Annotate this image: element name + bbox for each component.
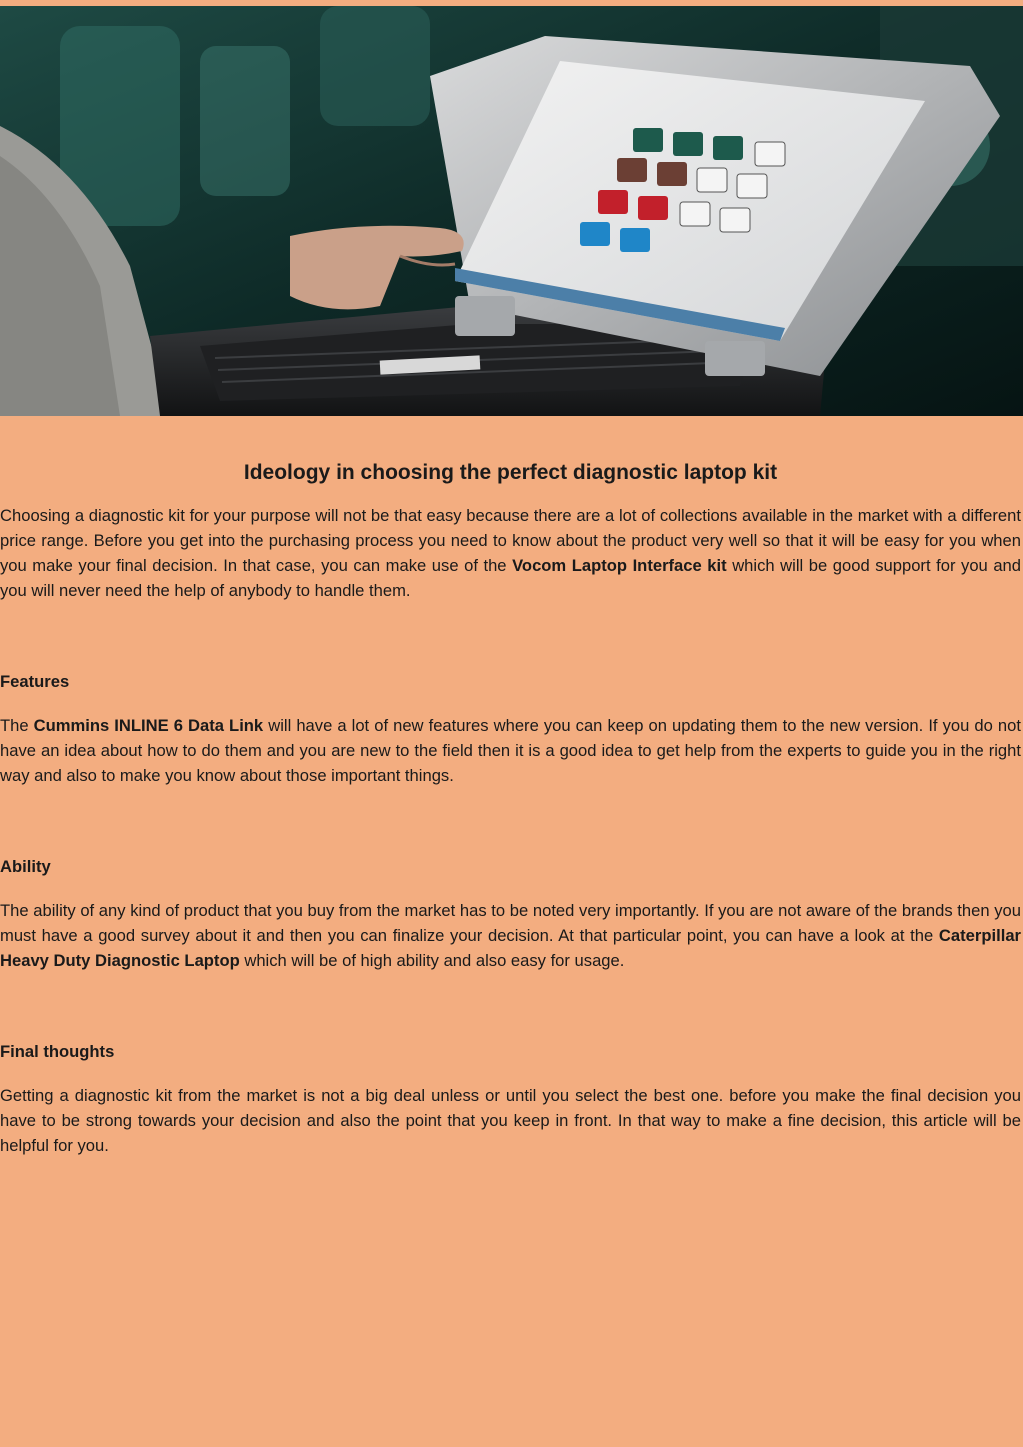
cummins-product-name: Cummins INLINE 6 Data Link: [33, 716, 264, 736]
article: [0, 455, 1021, 1158]
intro-text-start: Choosing a diagnostic kit for your purpose will not be that easy because there are a lot of collections available in the market with a different price range. Before you get into the purchasing process you need to know about the product very well so that it will be easy for you when you make your final decision. In that case, you can make use of the: [0, 506, 1021, 576]
intro-text-end: which will be good support for you and you will never need the help of anybody to handle them.: [0, 556, 1022, 601]
caterpillar-product-name: Caterpillar Heavy Duty Diagnostic Laptop: [0, 926, 1021, 971]
features-heading: Features: [0, 672, 70, 692]
ability-text-end: which will be of high ability and also easy for usage.: [239, 951, 625, 971]
article-title: Ideology in choosing the perfect diagnostic laptop kit: [243, 461, 778, 484]
features-paragraph: [0, 713, 1021, 788]
ability-heading: Ability: [0, 857, 51, 877]
intro-paragraph: [0, 503, 1021, 603]
hero-laptop-photo: [0, 6, 1023, 416]
features-text-start: The: [0, 716, 34, 736]
ability-text-start: The ability of any kind of product that you buy from the market has to be noted very importantly. If you are not aware of the brands then you must have a good survey about it and then you can finalize your decision. At that particular point, you can have a look at the: [0, 901, 1021, 946]
laptop-illustration: [0, 6, 1023, 416]
final-thoughts-heading: Final thoughts: [0, 1042, 115, 1062]
features-text-end: will have a lot of new features where you can keep on updating them to the new version. If you do not have an idea about how to do them and you are new to the field then it is a good idea to get help from the experts to guide you in the right way and also to make you know about those important things.: [0, 716, 1021, 786]
ability-paragraph: [0, 898, 1021, 973]
final-thoughts-paragraph: Getting a diagnostic kit from the market is not a big deal unless or until you select the best one. before you make the final decision you have to be strong towards your decision and also the point that you keep in front. In that way to make a fine decision, this article will be helpful for you.: [0, 1086, 1021, 1156]
vocom-product-name: Vocom Laptop Interface kit: [512, 556, 727, 576]
